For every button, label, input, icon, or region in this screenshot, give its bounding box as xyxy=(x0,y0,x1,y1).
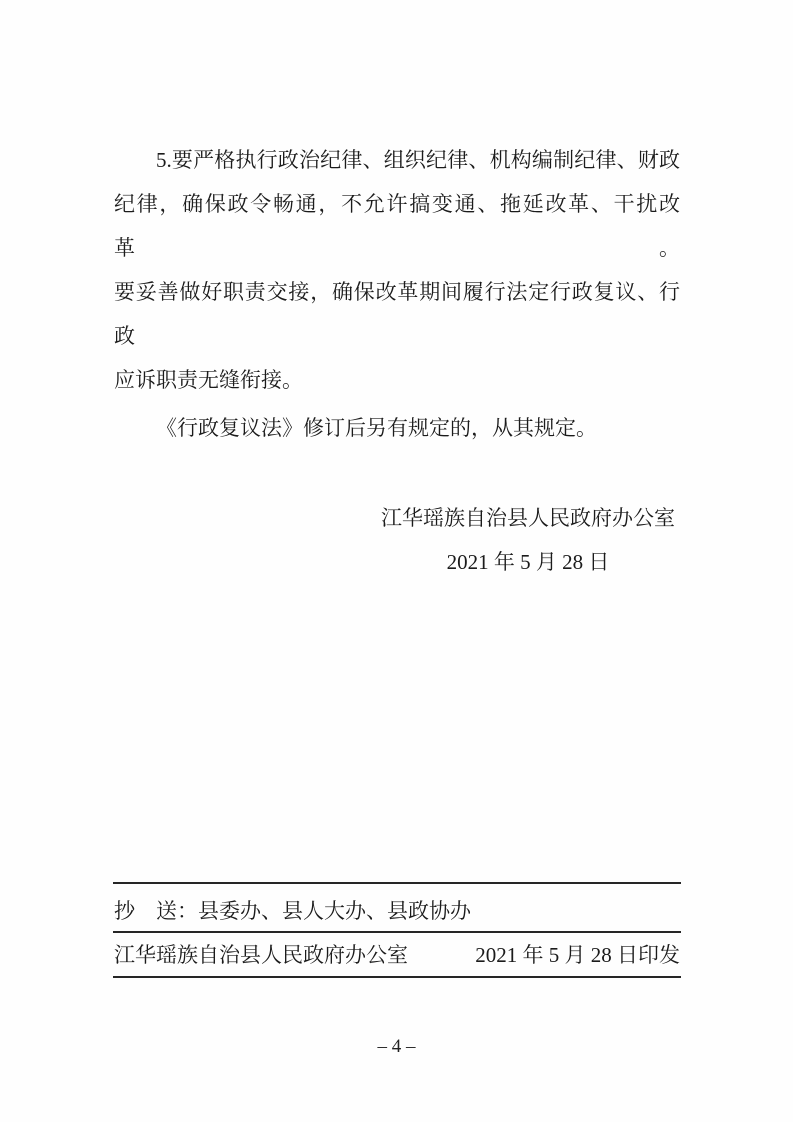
imprint-issuer: 江华瑶族自治县人民政府办公室 xyxy=(114,943,408,967)
signature-block xyxy=(379,496,677,584)
imprint-print-date: 2021 年 5 月 28 日印发 xyxy=(475,943,680,967)
body-paragraph2-line1: 《行政复议法》修订后另有规定的，从其规定。 xyxy=(156,416,597,440)
footer-rule-top xyxy=(113,882,681,884)
body-paragraph1-line2: 纪律，确保政令畅通，不允许搞变通、拖延改革、干扰改革。 xyxy=(114,192,680,260)
cc-list: 县委办、县人大办、县政协办 xyxy=(198,899,471,923)
signature-date: 2021 年 5 月 28 日 xyxy=(446,550,610,574)
body-text xyxy=(114,138,680,450)
footer-rule-bottom xyxy=(113,976,681,978)
page-number: – 4 – xyxy=(377,1036,416,1057)
signature-office: 江华瑶族自治县人民政府办公室 xyxy=(381,506,675,530)
cc-label: 抄 送： xyxy=(114,899,198,923)
body-paragraph1-line1: 5.要严格执行政治纪律、组织纪律、机构编制纪律、财政 xyxy=(156,148,680,172)
body-paragraph1-line4: 应诉职责无缝衔接。 xyxy=(114,368,303,392)
cc-row xyxy=(114,889,680,933)
body-paragraph1-line3: 要妥善做好职责交接，确保改革期间履行法定行政复议、行政 xyxy=(114,280,680,348)
imprint-row xyxy=(114,933,680,977)
